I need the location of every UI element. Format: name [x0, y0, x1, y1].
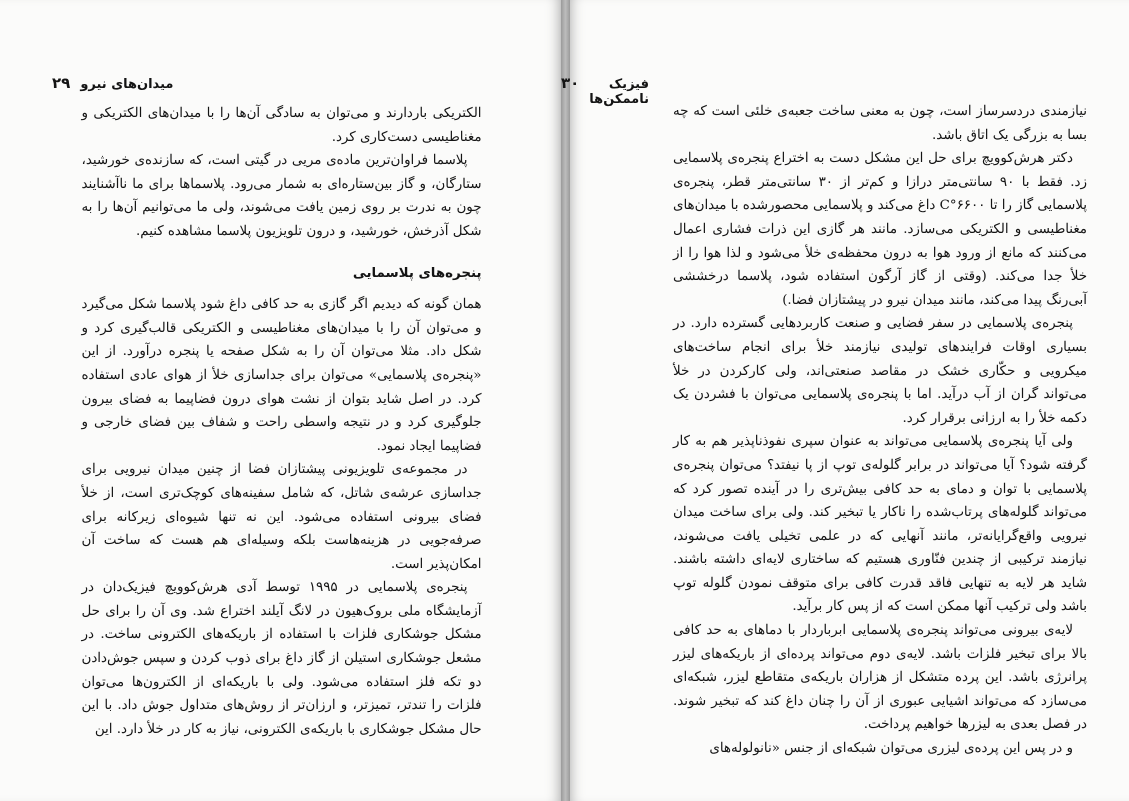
left-page	[0, 0, 561, 801]
paragraph: پنجره‌ی پلاسمایی در ۱۹۹۵ توسط آدی هرش‌کوویچ فیزیک‌دان در آزمایشگاه ملی بروک‌هیون در لانگ آیلند اختراع شد. وی آن را برای حل مشکل جوشکاری فلزات با استفاده از باریکه‌های الکترونی ساخت. در مشعل جوشکاری استیلن از گاز داغ برای ذوب کردن و سپس جوش‌دادن دو تکه فلز استفاده می‌شود. ولی با باریکه‌ای از الکترون‌ها می‌توان فلزات را تندتر، تمیزتر، و ارزان‌تر از روش‌های متداول جوش داد. با این حال مشکل جوشکاری با باریکه‌ی الکترونی، نیاز به کار در خلأ دارد. این	[81, 580, 482, 737]
paragraph: لایه‌ی بیرونی می‌تواند پنجره‌ی پلاسمایی ابرباردار با دماهای به حد کافی بالا برای تبخیر فلزات باشد. لایه‌ی دوم می‌تواند پرده‌ای از باریکه‌های لیزر پرانرژی باشد. این پرده متشکل از هزاران باریکه‌ی متقاطع لیزر، شبکه‌ای می‌سازد که می‌تواند اشیایی عبوری از آن را چنان داغ کند که تبخیر شوند. در فصل بعدی به لیزرها خواهیم پرداخت.	[672, 623, 1087, 733]
paragraph: الکتریکی باردارند و می‌توان به سادگی آن‌ها را با میدان‌های الکتریکی و مغناطیسی دست‌کاری کرد.	[81, 106, 482, 145]
book-gutter	[561, 0, 571, 801]
page-number: ۳۰	[560, 74, 580, 92]
paragraph: ولی آیا پنجره‌ی پلاسمایی می‌تواند به عنوان سپری نفوذناپذیر هم به کار گرفته شود؟ آیا می‌تواند در برابر گلوله‌ی توپ از پا نیفتد؟ می‌توان پنجره‌ی پلاسمایی با توان و دمای به حد کافی بیش‌تری را در آینده تصور کرد که می‌تواند گلوله‌های پرتاب‌شده را ناکار یا تبخیر کند. ولی برای ساخت میدان نیرویی واقع‌گرایانه‌تر، مانند آنهایی که در علمی تخیلی یافت می‌شوند، نیازمند ترکیبی از چندین فنّاوری هستیم که ساختاری لایه‌ای داشته باشند. شاید هر لایه به تنهایی فاقد قدرت کافی برای متوقف نمودن گلوله توپ باشد ولی ترکیب آنها ممکن است که از پس کار برآید.	[672, 434, 1087, 615]
running-title: فیزیک ناممکن‌ها	[589, 77, 649, 107]
left-body-text	[82, 102, 482, 741]
running-title: میدان‌های نیرو	[80, 77, 174, 92]
paragraph: دکتر هرش‌کوویچ برای حل این مشکل دست به اختراع پنجره‌ی پلاسمایی زد. فقط با ۹۰ سانتی‌متر درازا و کم‌تر از ۳۰ سانتی‌متر قطر، پنجره‌ی پلاسمایی گاز را تا ۶۶۰۰°C داغ می‌کند و پلاسمایی محصورشده با میدان‌های مغناطیسی و الکتریکی می‌سازد. مانند هر گازی این ذرات فشاری اعمال می‌کنند که مانع از ورود هوا به درون محفظه‌ی خلأ می‌شود و لذا هوا را از خلأ جدا می‌کند. (وقتی از گاز آرگون استفاده شود، پلاسما درخششی آبی‌رنگ پیدا می‌کند، مانند میدان نیرو در پیشتازان فضا.)	[672, 151, 1087, 308]
paragraph: و در پس این پرده‌ی لیزری می‌توان شبکه‌ای از جنس «نانولوله‌های	[709, 741, 1073, 757]
section-heading: پنجره‌های پلاسمایی	[352, 265, 482, 281]
paragraph: در مجموعه‌ی تلویزیونی پیشتازان فضا از چنین میدان نیرویی برای جداسازی عرشه‌ی شاتل، که شامل سفینه‌های کوچک‌تری است، از خلأ فضای بیرونی استفاده می‌شود. این نه تنها شیوه‌ای زیرکانه برای صرفه‌جویی در هزینه‌هاست بلکه وسیله‌ای هم هست که ساخت آن امکان‌پذیر است.	[81, 462, 482, 572]
right-running-head	[561, 74, 649, 107]
paragraph: نیازمندی دردسرساز است، چون به معنی ساخت جعبه‌ی خلئی است که چه بسا به بزرگی یک اتاق باشد.	[672, 104, 1087, 143]
page-number: ۲۹	[52, 74, 71, 92]
paragraph: همان گونه که دیدیم اگر گازی به حد کافی داغ شود پلاسما شکل می‌گیرد و می‌توان آن را با میدان‌های مغناطیسی و الکتریکی قالب‌گیری کرد و شکل داد. مثلا می‌توان آن را به شکل صفحه یا پنجره درآورد. از این «پنجره‌ی پلاسمایی» می‌توان برای جداسازی خلأ از هوای عادی استفاده کرد. در اصل شاید بتوان از نشت هوای درون فضاپیما به فضای بیرون جلوگیری کرد و در نتیجه واسطی راحت و شفاف بین فضای خارجی و فضاپیما ایجاد نمود.	[81, 297, 482, 454]
paragraph: پلاسما فراوان‌ترین ماده‌ی مریی در گیتی است، که سازنده‌ی خورشید، ستارگان، و گاز بین‌ستاره‌ای به شمار می‌رود. پلاسماها برای ما ناآشنایند چون به ندرت بر روی زمین یافت می‌شوند، ولی ما می‌توانیم آن‌ها را به شکل آذرخش، خورشید، و درون تلویزیون پلاسما مشاهده کنیم.	[81, 153, 482, 239]
right-body-text	[673, 100, 1087, 761]
right-page	[560, 0, 1129, 801]
left-running-head	[52, 74, 173, 92]
paragraph: پنجره‌ی پلاسمایی در سفر فضایی و صنعت کاربردهایی گسترده دارد. در بسیاری اوقات فرایندهای تولیدی نیازمند خلأ برای انجام ساخت‌های میکرویی و حکّاری خشک در مقاصد صنعتی‌اند، ولی کارکردن در خلأ می‌تواند گران از آب درآید. اما با پنجره‌ی پلاسمایی می‌توان با فشردن یک دکمه خلأ را به ارزانی برقرار کرد.	[672, 316, 1087, 426]
